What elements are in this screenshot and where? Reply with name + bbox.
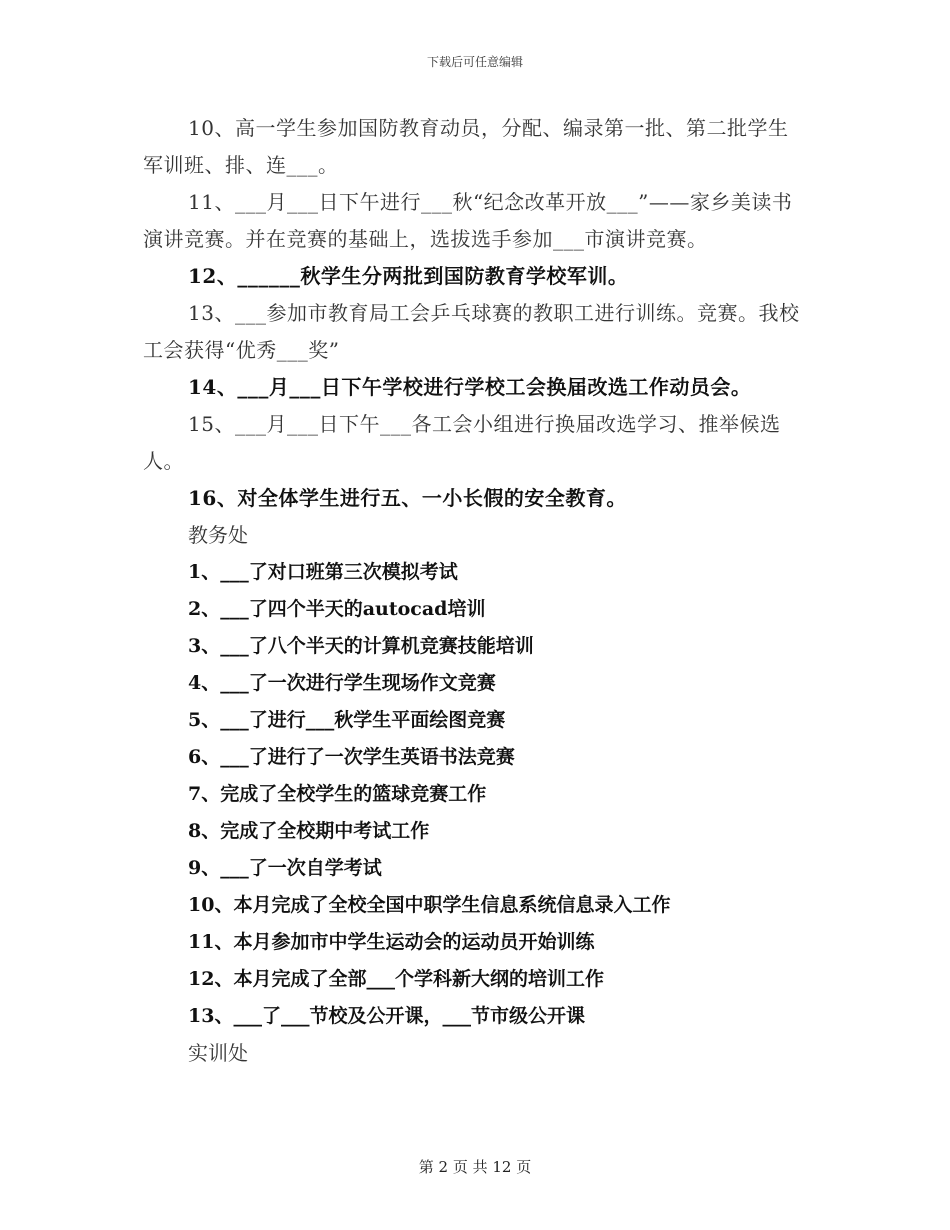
section-title-shixun: 实训处 bbox=[188, 1041, 248, 1065]
list-item: 3、___了八个半天的计算机竞赛技能培训 bbox=[188, 635, 534, 657]
list-item: 7、完成了全校学生的篮球竞赛工作 bbox=[188, 783, 487, 805]
page-footer: 第 2 页 共 12 页 bbox=[418, 1158, 532, 1176]
list-item: 12、本月完成了全部___个学科新大纲的培训工作 bbox=[188, 968, 604, 990]
paragraph-13: 13、___参加市教育局工会乒乓球赛的教职工进行训练。竞赛。我校工会获得“优秀___奖” bbox=[143, 301, 800, 362]
paragraph-15: 15、___月___日下午___各工会小组进行换届改选学习、推举候选人。 bbox=[143, 412, 781, 473]
paragraph-14: 14、___月___日下午学校进行学校工会换届改选工作动员会。 bbox=[188, 375, 752, 399]
paragraph-10: 10、高一学生参加国防教育动员，分配、编录第一批、第二批学生军训班、排、连___。 bbox=[143, 116, 789, 177]
page-header: 下载后可任意编辑 bbox=[426, 55, 523, 69]
document-body bbox=[143, 110, 808, 1072]
list-item: 5、___了进行___秋学生平面绘图竞赛 bbox=[188, 709, 506, 731]
paragraph-11: 11、___月___日下午进行___秋“纪念改革开放___”——家乡美读书演讲竞赛。并在竞赛的基础上，选拔选手参加___市演讲竞赛。 bbox=[143, 190, 793, 251]
section-title-jiaowu: 教务处 bbox=[188, 523, 248, 547]
list-item: 6、___了进行了一次学生英语书法竞赛 bbox=[188, 746, 515, 768]
list-item: 9、___了一次自学考试 bbox=[188, 857, 382, 879]
list-item: 4、___了一次进行学生现场作文竞赛 bbox=[188, 672, 496, 694]
paragraph-12: 12、______秋学生分两批到国防教育学校军训。 bbox=[188, 264, 629, 288]
list-item: 1、___了对口班第三次模拟考试 bbox=[188, 561, 458, 583]
list-item: 8、完成了全校期中考试工作 bbox=[188, 820, 430, 842]
list-item: 2、___了四个半天的autocad培训 bbox=[188, 598, 486, 620]
list-item: 13、___了___节校及公开课，___节市级公开课 bbox=[188, 1005, 585, 1027]
paragraph-16: 16、对全体学生进行五、一小长假的安全教育。 bbox=[188, 486, 627, 510]
list-item: 11、本月参加市中学生运动会的运动员开始训练 bbox=[188, 931, 595, 953]
list-item: 10、本月完成了全校全国中职学生信息系统信息录入工作 bbox=[188, 894, 671, 916]
